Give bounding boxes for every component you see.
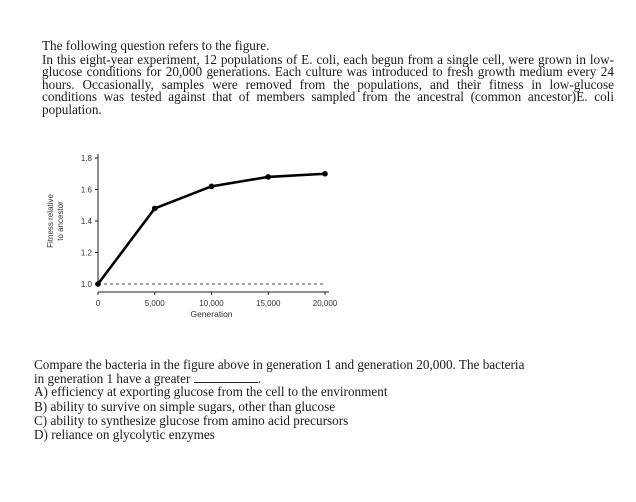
fitness-chart (40, 142, 350, 347)
y-tick-label: 1.8 (80, 154, 92, 163)
fitness-series-line (98, 174, 325, 284)
answer-blank (194, 371, 258, 383)
question-stem-line2 (34, 371, 614, 385)
x-axis-label: Generation (190, 309, 233, 319)
y-tick-label: 1.6 (80, 185, 92, 195)
y-axis-label-line2: to ancestor (56, 201, 65, 241)
data-point (152, 206, 158, 212)
data-point (95, 281, 101, 287)
option-c[interactable]: C) ability to synthesize glucose from amino acid precursors (34, 412, 349, 428)
intro-lead: The following question refers to the figure. (42, 38, 270, 53)
x-tick-label: 20,000 (312, 299, 338, 308)
question-stem-text: in generation 1 have a greater (34, 371, 191, 387)
question-stem-line1: Compare the bacteria in the figure above in generation 1 and generation 20,000. The bacteria (34, 357, 525, 372)
x-tick-label: 5,000 (144, 299, 165, 308)
x-tick-label: 10,000 (199, 299, 224, 308)
question-intro (42, 40, 614, 117)
option-d[interactable]: D) reliance on glycolytic enzymes (34, 427, 215, 443)
y-tick-label: 1.2 (80, 248, 92, 258)
fitness-chart-svg (40, 142, 350, 347)
data-point (322, 171, 328, 177)
data-point (265, 174, 271, 180)
answer-options (34, 385, 614, 442)
option-a[interactable]: A) efficiency at exporting glucose from the cell to the environment (34, 384, 388, 400)
y-tick-label: 1.0 (80, 280, 92, 289)
option-b[interactable]: B) ability to survive on simple sugars, other than glucose (34, 398, 336, 414)
intro-body: In this eight-year experiment, 12 populations of E. coli, each begun from a single cell, were grown in low-glucose conditions for 20,000 generations. Each culture was introduced to fresh growth medium every 24 hours. Occasionally, samples were removed from the populations, and their fitness in low-glucose conditions was tested against that of members sampled from the ancestral (common ancestor)E. coli population. (42, 51, 614, 117)
x-tick-label: 15,000 (256, 299, 281, 308)
y-tick-label: 1.4 (80, 217, 92, 226)
y-axis-label-line1: Fitness relative (46, 194, 55, 248)
question-stem-end: . (257, 371, 261, 387)
question-block (34, 358, 614, 442)
x-tick-label: 0 (95, 299, 101, 308)
data-point (209, 184, 215, 190)
